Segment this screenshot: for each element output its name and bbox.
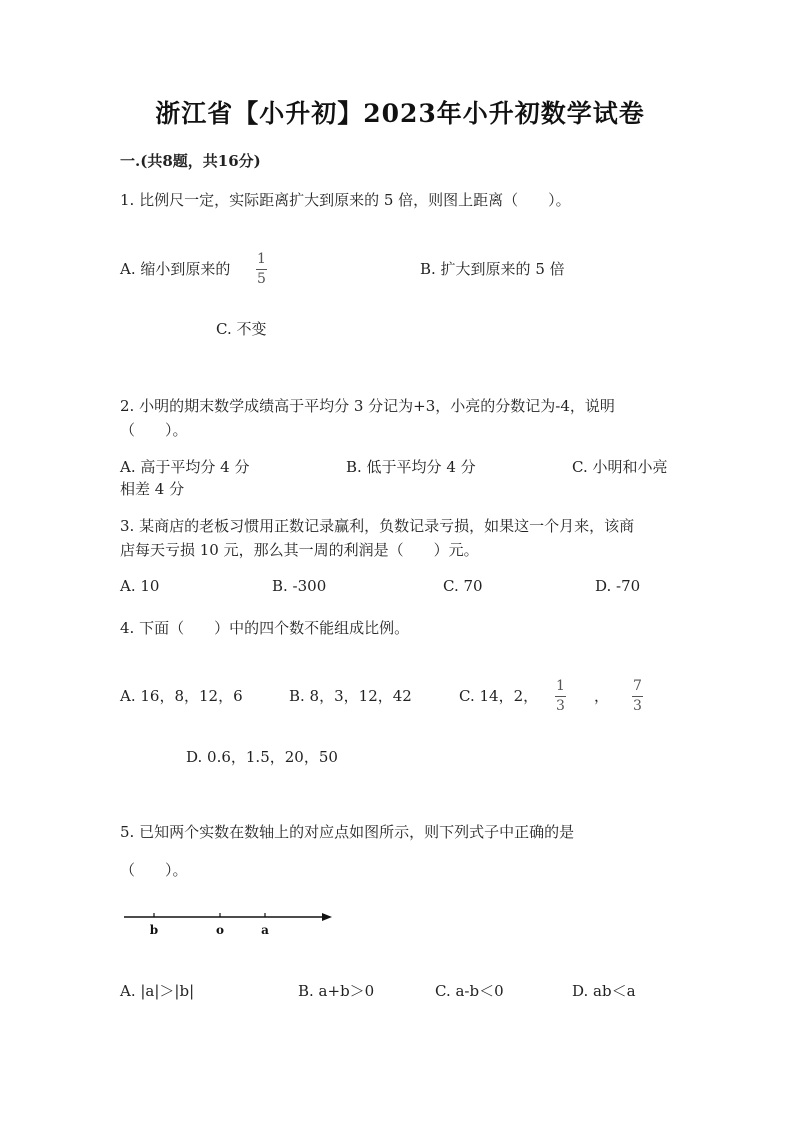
section-header: 一.(共8题，共16分)	[120, 152, 261, 170]
label-o: o	[215, 923, 225, 937]
question-3-option-a: A. 10	[120, 577, 160, 595]
fraction-denominator: 3	[633, 698, 642, 714]
question-2-option-a: A. 高于平均分 4 分	[120, 458, 250, 476]
question-1-stem: 1. 比例尺一定，实际距离扩大到原来的 5 倍，则图上距离（ ）。	[120, 191, 571, 209]
question-2-option-b: B. 低于平均分 4 分	[346, 458, 476, 476]
page-title: 浙江省【小升初】2023年小升初数学试卷	[155, 99, 645, 128]
number-line-arrow	[322, 913, 332, 921]
question-1-option-b: B. 扩大到原来的 5 倍	[420, 260, 565, 278]
question-4-option-d: D. 0.6，1.5，20，50	[186, 748, 338, 766]
fraction-one-fifth	[256, 252, 267, 287]
question-5-option-a: A. |a|＞|b|	[120, 982, 195, 1000]
question-3-option-c: C. 70	[443, 577, 483, 595]
fraction-bar	[555, 696, 566, 697]
question-4-option-c: C. 14，2，	[459, 687, 539, 705]
question-3-option-b: B. -300	[272, 577, 327, 595]
label-b: b	[149, 923, 159, 937]
fraction-numerator: 1	[556, 678, 565, 694]
fraction-denominator: 5	[257, 271, 266, 287]
question-3-option-d: D. -70	[595, 577, 641, 595]
question-2-stem-line1: 2. 小明的期末数学成绩高于平均分 3 分记为+3，小亮的分数记为-4，说明	[120, 397, 615, 415]
fraction-numerator: 1	[257, 251, 266, 267]
question-5-stem-line1: 5. 已知两个实数在数轴上的对应点如图所示，则下列式子中正确的是	[120, 823, 575, 841]
question-3-stem-line2: 店每天亏损 10 元，那么其一周的利润是（ ）元。	[120, 541, 479, 559]
question-4-option-a: A. 16，8，12，6	[120, 687, 243, 705]
question-2-option-c-line1: C. 小明和小亮	[572, 458, 668, 476]
fraction-denominator: 3	[556, 698, 565, 714]
question-5-stem-line2: （ ）。	[120, 861, 188, 879]
fraction-bar	[632, 696, 643, 697]
question-5-option-d: D. ab＜a	[572, 982, 636, 1000]
fraction-seven-thirds	[632, 679, 643, 714]
question-5-option-c: C. a-b＜0	[435, 982, 504, 1000]
label-a: a	[261, 923, 269, 937]
fraction-numerator: 7	[633, 678, 642, 694]
question-3-stem-line1: 3. 某商店的老板习惯用正数记录赢利，负数记录亏损，如果这一个月来，该商	[120, 517, 635, 535]
question-4-option-c-separator: ，	[594, 687, 610, 705]
question-2-option-c-line2: 相差 4 分	[120, 480, 185, 498]
question-2-stem-line2: （ ）。	[120, 421, 188, 439]
question-1-option-c: C. 不变	[216, 320, 267, 338]
question-1-option-a: A. 缩小到原来的	[120, 260, 231, 278]
question-4-stem: 4. 下面（ ）中的四个数不能组成比例。	[120, 619, 410, 637]
question-5-option-b: B. a+b＞0	[298, 982, 375, 1000]
fraction-one-third	[555, 679, 566, 714]
fraction-bar	[256, 269, 267, 270]
number-line-figure	[122, 908, 334, 938]
question-4-option-b: B. 8，3，12，42	[289, 687, 412, 705]
